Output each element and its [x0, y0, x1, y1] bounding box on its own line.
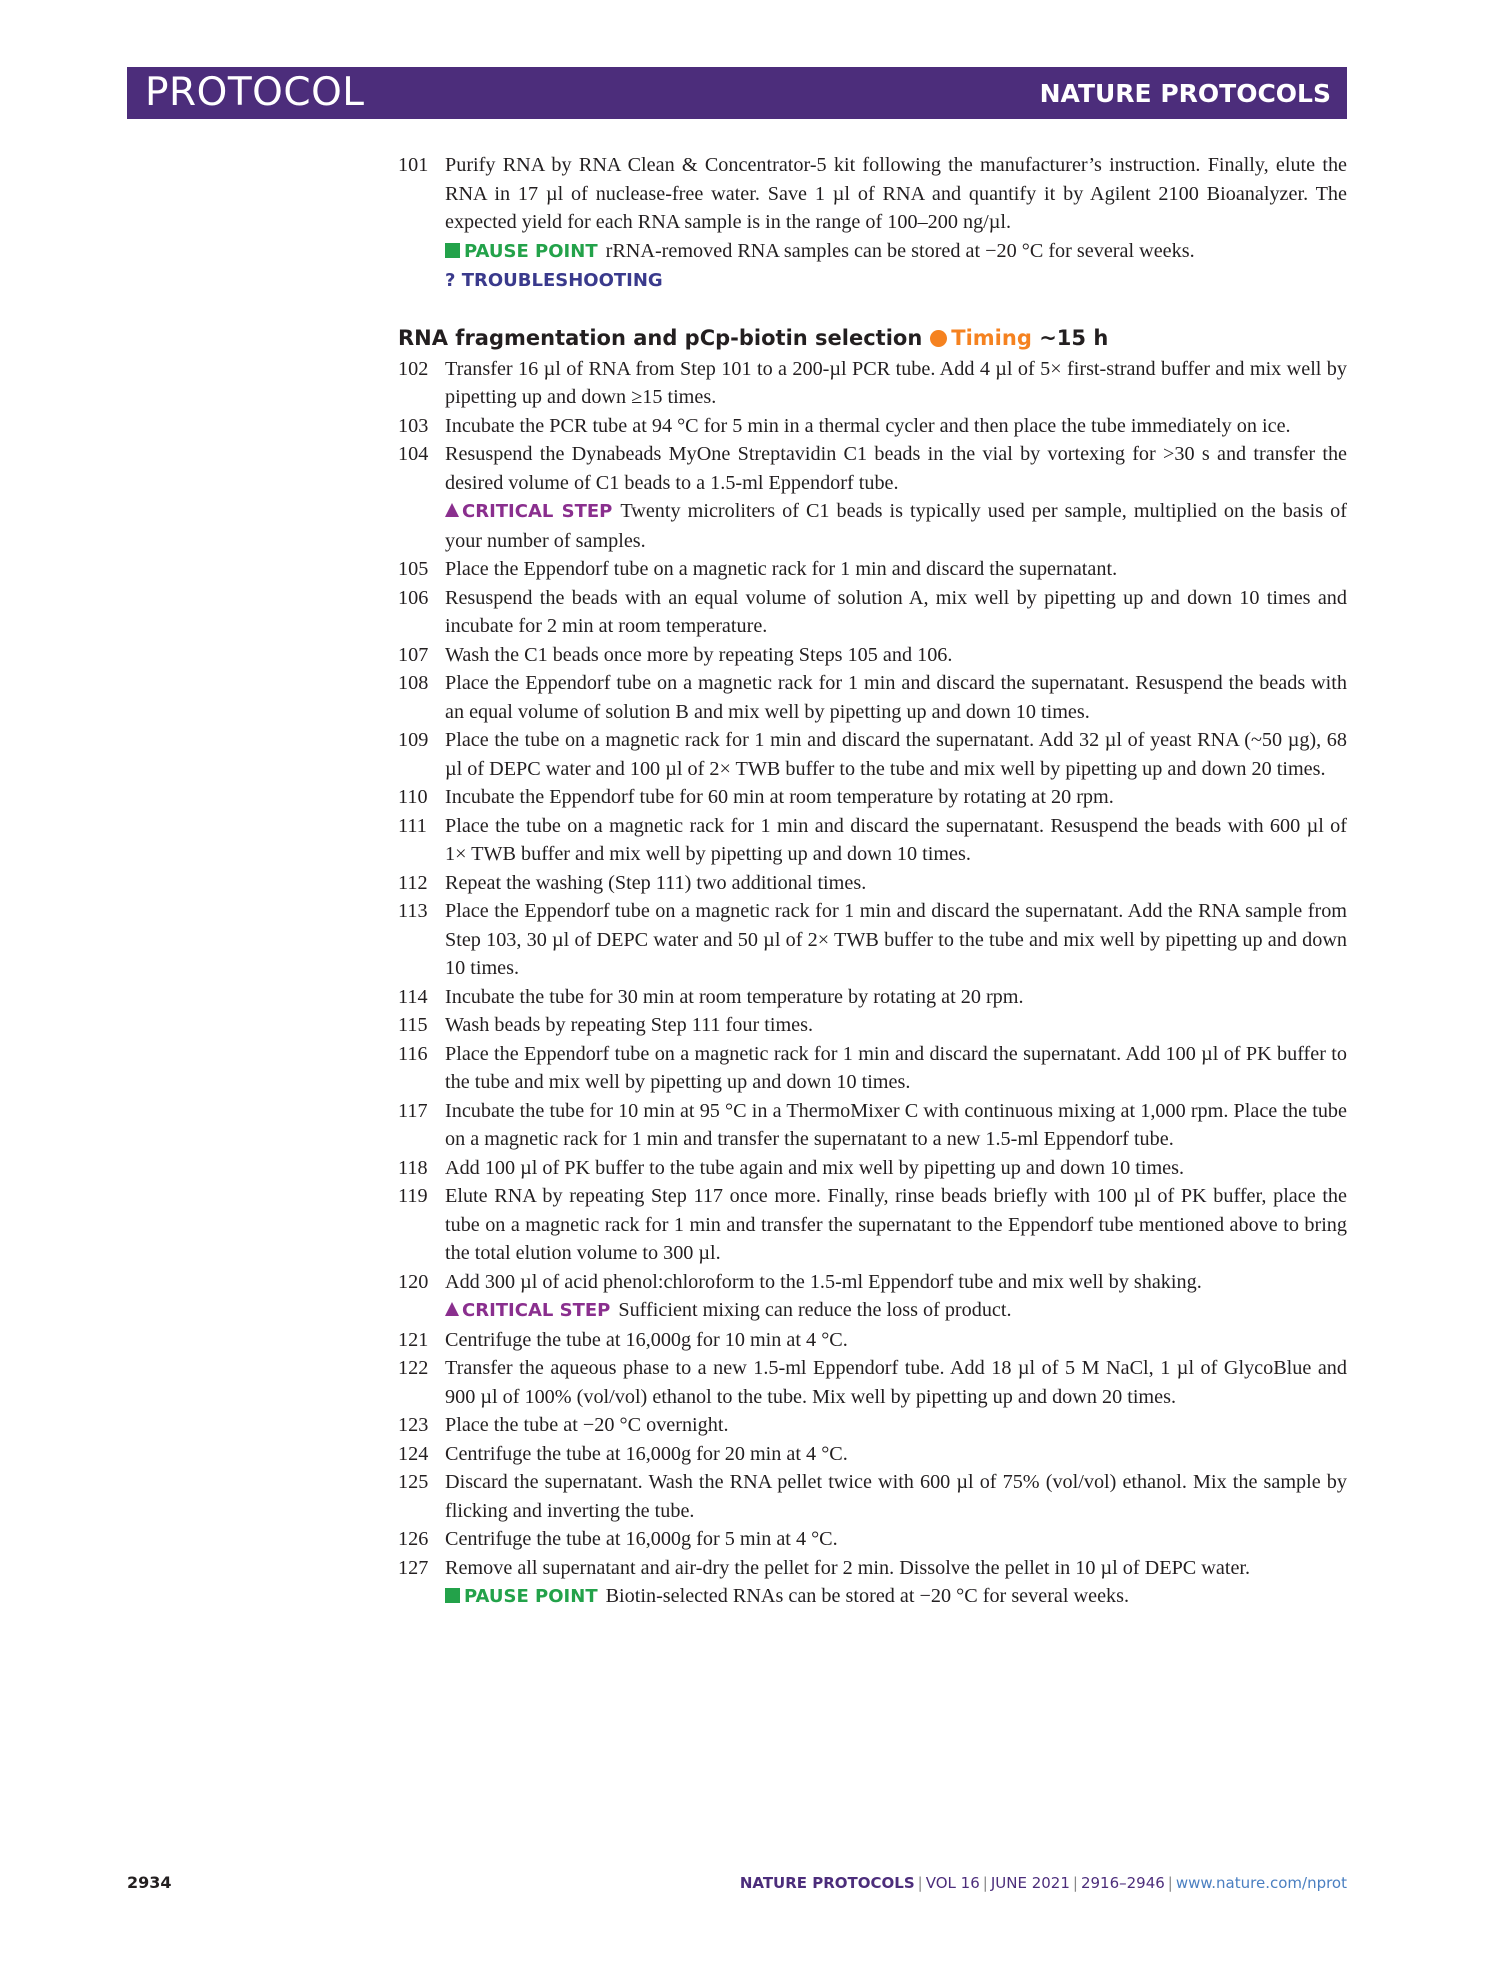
pause-point-label: PAUSE POINT [464, 240, 598, 262]
step-113 [398, 897, 1347, 983]
step-number: 102 [398, 357, 429, 380]
step-text: Centrifuge the tube at 16,000g for 20 min at 4 °C. [445, 1442, 848, 1465]
step-number: 110 [398, 786, 428, 808]
footer-separator: | [917, 1874, 923, 1892]
step-107 [398, 641, 1347, 670]
step-number: 103 [398, 414, 429, 437]
step-number: 115 [398, 1014, 428, 1036]
step-number: 113 [398, 900, 428, 922]
step-text: Centrifuge the tube at 16,000g for 10 min at 4 °C. [445, 1328, 848, 1351]
step-124 [398, 1440, 1347, 1469]
critical-step-label: CRITICAL STEP [462, 501, 613, 522]
step-number: 126 [398, 1528, 429, 1550]
step-number: 122 [398, 1357, 429, 1379]
step-125 [398, 1468, 1347, 1525]
section-heading [398, 323, 1347, 353]
step-number: 118 [398, 1156, 428, 1179]
timing-dot-icon [930, 330, 947, 347]
critical-triangle-icon [445, 503, 459, 517]
step-number: 104 [398, 443, 429, 465]
footer-url-link[interactable]: www.nature.com/nprot [1175, 1874, 1347, 1892]
step-text: Place the tube on a magnetic rack for 1 min and discard the supernatant. Add 32 µl of yeast RNA (~50 µg), 68 µl of DEPC water and 100 µl of 2× TWB buffer to the tube and mix well by pipetting up and down 20 times. [445, 729, 1347, 780]
pause-point-text: rRNA-removed RNA samples can be stored at −20 °C for several weeks. [605, 239, 1195, 262]
step-102 [398, 355, 1347, 412]
step-number: 120 [398, 1270, 429, 1293]
step-number: 123 [398, 1414, 429, 1436]
step-101 [398, 151, 1347, 237]
step-text: Place the Eppendorf tube on a magnetic rack for 1 min and discard the supernatant. Add 100 µl of PK buffer to the tube and mix well by pipetting up and down 10 times. [445, 1042, 1347, 1093]
step-123 [398, 1411, 1347, 1440]
step-number: 125 [398, 1471, 429, 1493]
page-number: 2934 [127, 1873, 172, 1892]
step-121 [398, 1326, 1347, 1355]
step-text: Resuspend the beads with an equal volume of solution A, mix well by pipetting up and down 10 times and incubate for 2 min at room temperature. [445, 586, 1347, 637]
footer-date: JUNE 2021 [990, 1874, 1070, 1892]
step-122 [398, 1354, 1347, 1411]
pause-square-icon [445, 243, 460, 258]
step-text: Resuspend the Dynabeads MyOne Streptavidin C1 beads in the vial by vortexing for >30 s and transfer the desired volume of C1 beads to a 1.5-ml Eppendorf tube. [445, 443, 1347, 494]
pause-point-label: PAUSE POINT [464, 1586, 598, 1607]
header-journal-name: NATURE PROTOCOLS [1039, 79, 1331, 108]
step-number: 116 [398, 1042, 428, 1065]
step-text: Incubate the PCR tube at 94 °C for 5 min in a thermal cycler and then place the tube immediately on ice. [445, 414, 1291, 437]
step-text: Transfer the aqueous phase to a new 1.5-ml Eppendorf tube. Add 18 µl of 5 M NaCl, 1 µl of GlycoBlue and 900 µl of 100% (vol/vol) ethanol to the tube. Mix well by pipetting up and down 20 times. [445, 1357, 1347, 1408]
pause-point-text: Biotin-selected RNAs can be stored at −20 °C for several weeks. [605, 1585, 1130, 1607]
header-bar [127, 67, 1347, 119]
critical-triangle-icon [445, 1302, 459, 1316]
step-110 [398, 783, 1347, 812]
step-number: 108 [398, 672, 429, 694]
step-text: Place the Eppendorf tube on a magnetic rack for 1 min and discard the supernatant. Add the RNA sample from Step 103, 30 µl of DEPC water and 50 µl of 2× TWB buffer to the tube and mix well by pipetting up and down 10 times. [445, 900, 1347, 979]
timing-label: Timing [951, 325, 1032, 350]
step-text: Centrifuge the tube at 16,000g for 5 min at 4 °C. [445, 1528, 838, 1550]
step-text: Purify RNA by RNA Clean & Concentrator-5 kit following the manufacturer’s instruction. Finally, elute the RNA in 17 µl of nuclease-free water. Save 1 µl of RNA and quantify it by Agilent 2100 Bioanalyzer. The expected yield for each RNA sample is in the range of 100–200 ng/µl. [445, 154, 1347, 233]
footer-separator: | [982, 1874, 988, 1892]
step-number: 106 [398, 586, 429, 609]
step-number: 105 [398, 558, 429, 580]
header-section-label: PROTOCOL [145, 70, 365, 115]
step-text: Add 300 µl of acid phenol:chloroform to the 1.5-ml Eppendorf tube and mix well by shaking. [445, 1270, 1202, 1293]
step-111 [398, 812, 1347, 869]
critical-step-text: Sufficient mixing can reduce the loss of product. [618, 1299, 1012, 1321]
step-117 [398, 1097, 1347, 1154]
step-106 [398, 584, 1347, 641]
step-112 [398, 869, 1347, 898]
footer-volume: VOL 16 [925, 1874, 980, 1892]
step-text: Transfer 16 µl of RNA from Step 101 to a 200-µl PCR tube. Add 4 µl of 5× first-strand buffer and mix well by pipetting up and down ≥15 times. [445, 357, 1347, 408]
pause-point-note [445, 237, 1347, 267]
step-115 [398, 1011, 1347, 1040]
critical-step-note [445, 1296, 1347, 1326]
step-119 [398, 1182, 1347, 1268]
step-120 [398, 1268, 1347, 1297]
step-number: 109 [398, 729, 429, 751]
footer-journal: NATURE PROTOCOLS [739, 1874, 915, 1892]
step-text: Place the tube on a magnetic rack for 1 min and discard the supernatant. Resuspend the beads with 600 µl of 1× TWB buffer and mix well by pipetting up and down 10 times. [445, 814, 1347, 865]
footer-citation [740, 1874, 1347, 1892]
step-text: Incubate the tube for 10 min at 95 °C in a ThermoMixer C with continuous mixing at 1,000 rpm. Place the tube on a magnetic rack for 1 min and transfer the supernatant to a new 1.5-ml Eppendorf tube. [445, 1099, 1347, 1150]
step-number: 111 [398, 814, 427, 837]
step-text: Add 100 µl of PK buffer to the tube again and mix well by pipetting up and down 10 times. [445, 1156, 1185, 1179]
step-114 [398, 983, 1347, 1012]
footer-pages: 2916–2946 [1080, 1874, 1165, 1892]
step-number: 107 [398, 643, 429, 666]
step-number: 112 [398, 871, 428, 894]
footer-separator: | [1072, 1874, 1078, 1892]
critical-step-label: CRITICAL STEP [462, 1300, 611, 1321]
pause-square-icon [445, 1588, 460, 1603]
step-116 [398, 1040, 1347, 1097]
section-title: RNA fragmentation and pCp-biotin selection [398, 325, 923, 350]
step-number: 101 [398, 154, 429, 176]
step-number: 121 [398, 1328, 429, 1351]
step-number: 119 [398, 1185, 428, 1207]
pause-point-note [445, 1582, 1347, 1612]
step-number: 117 [398, 1099, 428, 1122]
step-105 [398, 555, 1347, 584]
step-number: 114 [398, 985, 428, 1008]
footer-separator: | [1167, 1874, 1173, 1892]
step-text: Place the tube at −20 °C overnight. [445, 1414, 729, 1436]
protocol-content [398, 151, 1347, 1612]
step-118 [398, 1154, 1347, 1183]
step-text: Repeat the washing (Step 111) two additional times. [445, 871, 867, 894]
step-text: Place the Eppendorf tube on a magnetic rack for 1 min and discard the supernatant. Resuspend the beads with an equal volume of solution B and mix well by pipetting up and down 10 times. [445, 672, 1347, 723]
step-number: 127 [398, 1556, 429, 1579]
step-109 [398, 726, 1347, 783]
step-text: Elute RNA by repeating Step 117 once more. Finally, rinse beads briefly with 100 µl of PK buffer, place the tube on a magnetic rack for 1 min and transfer the supernatant to the Eppendorf tube mentioned above to bring the total elution volume to 300 µl. [445, 1185, 1347, 1264]
critical-step-text: Twenty microliters of C1 beads is typically used per sample, multiplied on the basis of your number of samples. [445, 500, 1347, 552]
step-number: 124 [398, 1442, 429, 1465]
step-104 [398, 440, 1347, 497]
step-text: Incubate the tube for 30 min at room temperature by rotating at 20 rpm. [445, 985, 1024, 1008]
step-103 [398, 412, 1347, 441]
step-108 [398, 669, 1347, 726]
step-text: Discard the supernatant. Wash the RNA pellet twice with 600 µl of 75% (vol/vol) ethanol. Mix the sample by flicking and inverting the tube. [445, 1471, 1347, 1522]
troubleshooting-link[interactable]: ? TROUBLESHOOTING [445, 270, 663, 291]
step-text: Incubate the Eppendorf tube for 60 min at room temperature by rotating at 20 rpm. [445, 786, 1114, 808]
troubleshooting-note [445, 266, 1347, 296]
timing-value: ~15 h [1039, 325, 1109, 350]
step-text: Wash the C1 beads once more by repeating Steps 105 and 106. [445, 643, 953, 666]
step-126 [398, 1525, 1347, 1554]
step-text: Wash beads by repeating Step 111 four times. [445, 1014, 814, 1036]
step-text: Place the Eppendorf tube on a magnetic rack for 1 min and discard the supernatant. [445, 558, 1118, 580]
step-127 [398, 1554, 1347, 1583]
critical-step-note [445, 497, 1347, 555]
step-text: Remove all supernatant and air-dry the pellet for 2 min. Dissolve the pellet in 10 µl of DEPC water. [445, 1556, 1251, 1579]
